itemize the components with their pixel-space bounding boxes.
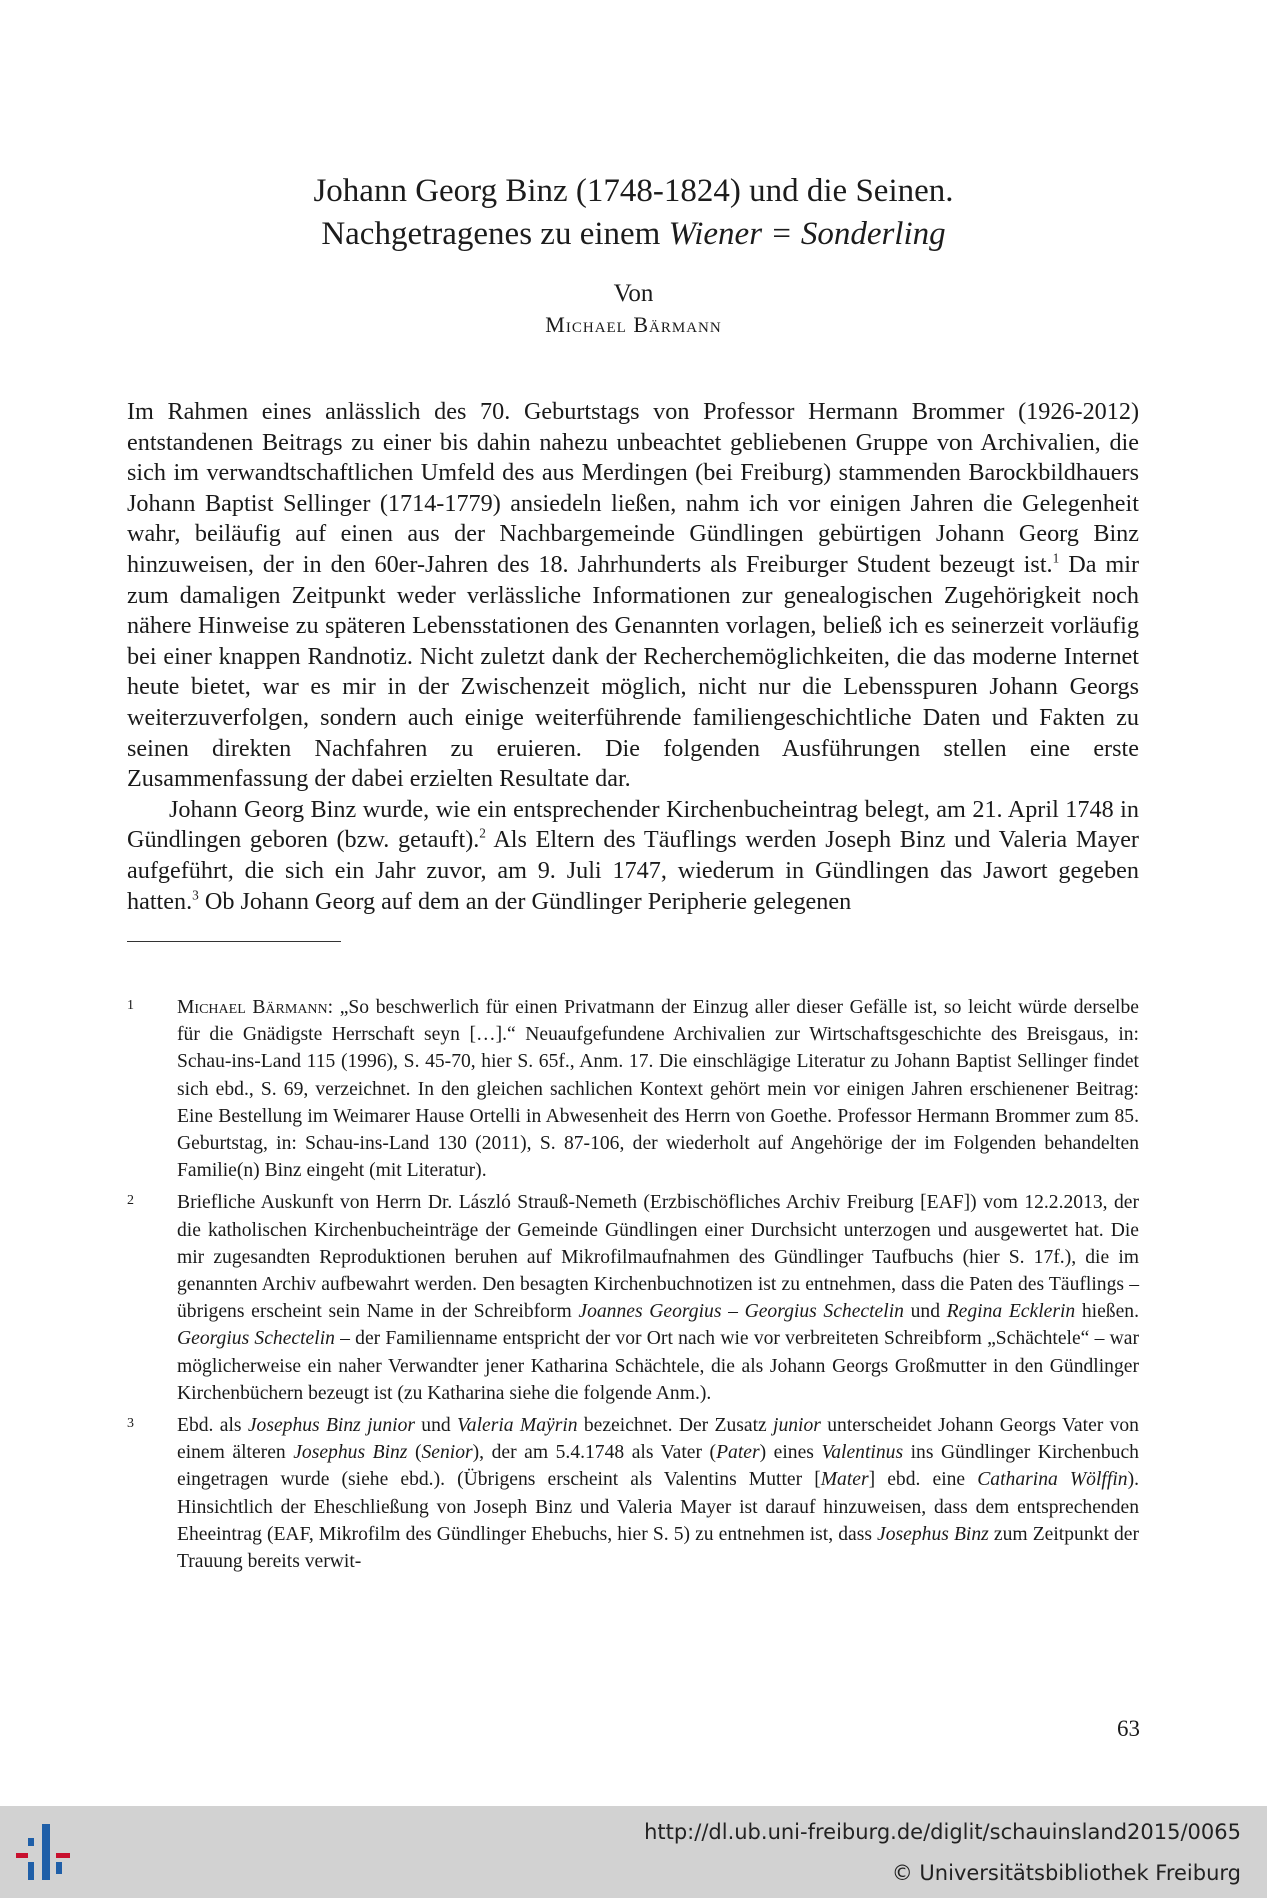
footnote-text: ins Gündlinger Kirchenbuch eingetragen wurde (siehe ebd.). (Übrigens erscheint als Valentins Mutter [ <box>177 1442 1139 1491</box>
footnote-1 <box>127 994 1139 1184</box>
footnote-italic: Josephus Binz junior <box>247 1415 415 1437</box>
title-line-2 <box>0 213 1267 256</box>
footnote-ref-3[interactable]: 3 <box>192 887 199 903</box>
paragraph-2 <box>127 795 1139 917</box>
footnote-italic: Josephus Binz <box>877 1523 989 1545</box>
logo-bar-right-red <box>56 1853 70 1858</box>
footnote-text: ) eines <box>759 1442 822 1464</box>
footnote-italic: Valeria Maÿrin <box>456 1415 578 1437</box>
title-line-2-italic: Wiener = Sonderling <box>668 216 946 252</box>
footnote-italic: Mater <box>820 1469 869 1491</box>
footnote-divider <box>127 941 341 942</box>
footnote-text: ), der am 5.4.1748 als Vater ( <box>472 1442 717 1464</box>
footnote-text: ). Hinsichtlich der Eheschließung von Joseph Binz und Valeria Mayer ist darauf hinzuweisen, dass dem entsprechenden Eheeintrag (EAF, Mikrofilm des Gündlinger Ehebuchs, hier S. 5) zu entnehmen ist, dass <box>177 1469 1139 1545</box>
logo-bar-center <box>42 1824 50 1880</box>
footnote-italic: Josephus Binz <box>293 1442 408 1464</box>
logo-bar-left-red <box>16 1853 28 1858</box>
footnote-ref-2[interactable]: 2 <box>479 826 486 841</box>
footnote-author: Michael Bärmann <box>177 997 328 1018</box>
paragraph-1 <box>127 397 1139 795</box>
byline-author: Michael Bärmann <box>545 312 722 337</box>
permalink-url[interactable]: http://dl.ub.uni-freiburg.de/diglit/schauinsland2015/0065 <box>644 1820 1241 1844</box>
footnote-3 <box>127 1412 1139 1575</box>
footnote-italic: Joannes Georgius – Georgius Schectelin <box>578 1301 904 1323</box>
logo-bar-right <box>56 1862 62 1874</box>
p1-text: Im Rahmen eines anlässlich des 70. Geburtstags von Professor Hermann Brommer (1926-2012) entstandenen Beitrags zu einer bis dahin nahezu unbeachtet gebliebenen Gruppe von Archivalien, die sich im verwandtschaftlichen Umfeld des aus Merdingen (bei Freiburg) stammenden Barockbildhauers Johann Baptist Sellinger (1714-1779) ansiedeln ließen, nahm ich vor einigen Jahren die Gelegenheit wahr, beiläufig auf einen aus der Nachbargemeinde Gündlingen gebürtigen Johann Georg Binz hinzuweisen, der in den 60er-Jahren des 18. Jahrhunderts als Freiburger Student bezeugt ist. <box>127 398 1139 578</box>
footnote-italic: Georgius Schectelin <box>177 1328 335 1350</box>
footnote-italic: Pater <box>716 1442 760 1464</box>
footnote-2 <box>127 1189 1139 1407</box>
footnote-text: und <box>903 1301 947 1323</box>
footnote-text: : „So beschwerlich für einen Privatmann der Einzug aller dieser Gefälle ist, so leicht würde derselbe für die Gnädigste Herrschaft seyn […].“ Neuaufgefundene Archivalien zur Wirtschaftsgeschichte des Breisgaus, in: Schau-ins-Land 115 (1996), S. 45-70, hier S. 65f., Anm. 17. Die einschlägige Literatur zu Johann Baptist Sellinger findet sich ebd., S. 69, verzeichnet. In den gleichen sachlichen Kontext gehört mein vor einigen Jahren erschienener Beitrag: Eine Bestellung im Weimarer Hause Ortelli in Abwesenheit des Herrn von Goethe. Professor Hermann Brommer zum 85. Geburtstag, in: Schau-ins-Land 130 (2011), S. 87-106, der wiederholt auf Angehörige der im Folgenden behandelten Familie(n) Binz eingeht (mit Literatur). <box>177 997 1139 1182</box>
copyright-notice: © Universitätsbibliothek Freiburg <box>891 1861 1241 1885</box>
byline-von: Von <box>613 280 654 307</box>
footnote-text: Ebd. als <box>177 1415 248 1437</box>
footnote-text: unterscheidet Johann Georgs Vater von einem älteren <box>177 1415 1139 1464</box>
footnotes <box>127 994 1139 1580</box>
footnote-italic: Valentinus <box>821 1442 904 1464</box>
footnote-text: – der Familienname entspricht der vor Ort nach wie vor verbreiteten Schreibform „Schächtele“ – war möglicherweise ein naher Verwandter jener Katharina Schächtele, die als Johann Georgs Großmutter in den Gündlinger Kirchenbüchern bezeugt ist (zu Katharina siehe die folgende Anm.). <box>177 1328 1139 1404</box>
title-line-2-text: Nachgetragenes zu einem <box>321 216 669 252</box>
page-number: 63 <box>1117 1716 1140 1741</box>
article-title <box>0 170 1267 256</box>
logo-bar-left-top <box>28 1838 34 1846</box>
footnote-text: Briefliche Auskunft von Herrn Dr. László Strauß-Nemeth (Erzbischöfliches Archiv Freiburg [EAF]) vom 12.2.2013, der die katholischen Kirchenbucheinträge der Gemeinde Gündlingen einer Durchsicht unterzogen und ausgewertet hat. Die mir zugesandten Reproduktionen beruhen auf Mikrofilmaufnahmen des Gündlinger Taufbuchs (hier S. 17f.), die im genannten Archiv aufbewahrt werden. Den besagten Kirchenbuchnotizen ist zu entnehmen, dass die Paten des Täuflings – übrigens erscheint sein Name in der Schreibform <box>177 1192 1139 1323</box>
footnote-italic: junior <box>773 1415 821 1437</box>
footnote-text: hießen. <box>1075 1301 1139 1323</box>
footnote-text: bezeichnet. Der Zusatz <box>577 1415 774 1437</box>
footnote-italic: Senior <box>421 1442 473 1464</box>
p2-text: Johann Georg Binz wurde, wie ein entsprechender Kirchenbucheintrag belegt, am 21. April 1748 in Gündlingen geboren (bzw. getauft). <box>127 795 1139 854</box>
p2-text-rest: Ob Johann Georg auf dem an der Gündlinger Peripherie gelegenen <box>198 887 852 915</box>
article-body <box>127 397 1139 917</box>
footnote-ref-1[interactable]: 1 <box>1052 550 1060 566</box>
footnote-text: und <box>415 1415 457 1437</box>
p2-text-mid: Als Eltern des Täuflings werden Joseph Binz und Valeria Mayer aufgeführt, die sich ein Jahr zuvor, am 9. Juli 1747, wiederum in Gündlingen das Jawort gegeben hatten. <box>127 826 1139 915</box>
footnote-number: 2 <box>127 1193 134 1209</box>
library-footer-bar <box>0 1806 1267 1898</box>
title-line-1: Johann Georg Binz (1748-1824) und die Seinen. <box>313 173 954 209</box>
footnote-italic: Regina Ecklerin <box>946 1301 1076 1323</box>
p1-text-rest: Da mir zum damaligen Zeitpunkt weder verlässliche Informationen zur genealogischen Zugehörigkeit noch nähere Hinweise zu späteren Lebensstationen des Genannten vorlagen, beließ ich es seinerzeit vorläufig bei einer knappen Randnotiz. Nicht zuletzt dank der Recherchemöglichkeiten, die das moderne Internet heute bietet, war es mir in der Zwischenzeit möglich, nicht nur die Lebensspuren Johann Georgs weiterzuverfolgen, sondern auch einige weiterführende familiengeschichtliche Daten und Fakten zu seinen direkten Nachfahren zu eruieren. Die folgenden Ausführungen stellen eine erste Zusammenfassung der dabei erzielten Resultate dar. <box>127 550 1139 793</box>
footnote-text: ( <box>407 1442 422 1464</box>
footnote-italic: Catharina Wölffin <box>977 1469 1128 1491</box>
footnote-number: 3 <box>127 1416 134 1432</box>
logo-bar-left-bottom <box>28 1862 34 1880</box>
footnote-text: ] ebd. eine <box>868 1469 978 1491</box>
ub-freiburg-logo-icon <box>14 1820 78 1884</box>
footnote-number: 1 <box>127 998 134 1013</box>
footnote-text: zum Zeitpunkt der Trauung bereits verwit- <box>177 1523 1139 1573</box>
